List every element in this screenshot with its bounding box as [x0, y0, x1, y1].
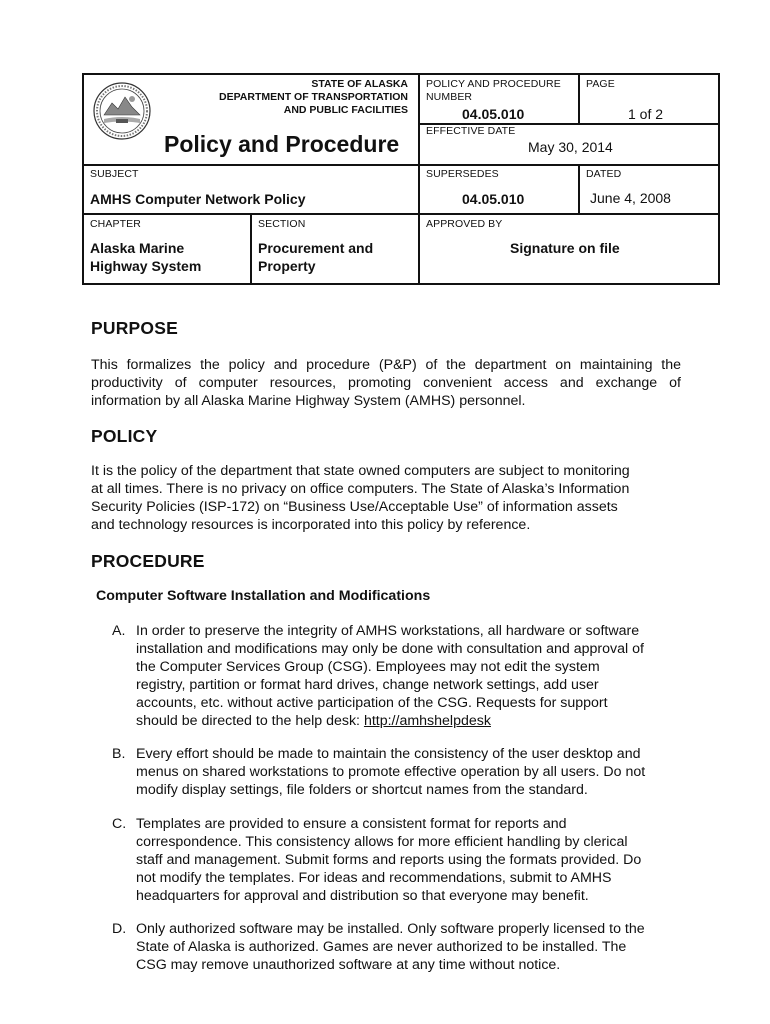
divider [578, 75, 580, 125]
purpose-heading: PURPOSE [91, 318, 178, 338]
policy-number-label [426, 78, 561, 104]
dated-label: DATED [586, 168, 622, 180]
divider [84, 164, 718, 166]
divider [250, 215, 252, 283]
subject-value: AMHS Computer Network Policy [90, 191, 306, 207]
procedure-subheading: Computer Software Installation and Modifications [96, 588, 431, 604]
agency-line: STATE OF ALASKA [311, 78, 408, 90]
text-line: modify display settings, file folders or shortcut names from the standard. [136, 782, 588, 798]
chapter-line: Highway System [90, 258, 202, 274]
policy-header-table [82, 73, 720, 285]
agency-name [184, 78, 408, 117]
text-line [136, 712, 684, 730]
approved-by-label: APPROVED BY [426, 218, 503, 230]
text-line: CSG may remove unauthorized software at any time without notice. [136, 957, 561, 973]
chapter-label: CHAPTER [90, 218, 141, 230]
document-type-title: Policy and Procedure [164, 131, 400, 157]
subject-label: SUBJECT [90, 168, 139, 180]
list-item-text [136, 745, 684, 799]
policy-line: and technology resources is incorporated into this policy by reference. [91, 517, 531, 533]
policy-line: Security Policies (ISP-172) on “Business Use/Acceptable Use” of information assets [91, 499, 618, 515]
text-line: not modify the templates. For ideas and recommendations, submit to AMHS [136, 870, 612, 886]
list-item-text [136, 815, 684, 905]
label-line: NUMBER [426, 91, 473, 103]
text-line: Every effort should be made to maintain the consistency of the user desktop and [136, 746, 641, 762]
section-value [258, 239, 373, 275]
chapter-value [90, 239, 201, 275]
supersedes-label: SUPERSEDES [426, 168, 499, 180]
text-line: accounts, etc. without active participation of the CSG. Requests for support [136, 695, 608, 711]
list-marker: A. [112, 623, 126, 639]
text-line: installation and modifications may only be done with consultation and approval of [136, 641, 644, 657]
effective-date-value: May 30, 2014 [528, 139, 613, 155]
list-marker: B. [112, 746, 126, 762]
divider [84, 213, 718, 215]
policy-number-value: 04.05.010 [462, 106, 525, 122]
divider [418, 75, 420, 283]
dated-value: June 4, 2008 [590, 190, 671, 206]
page-value: 1 of 2 [628, 106, 664, 122]
text-line: menus on shared workstations to promote effective operation by all users. Do not [136, 764, 646, 780]
text-fragment: should be directed to the help desk: [136, 713, 364, 729]
effective-date-label: EFFECTIVE DATE [426, 125, 516, 137]
procedure-heading: PROCEDURE [91, 551, 205, 571]
section-line: Procurement and [258, 240, 374, 256]
text-line: Templates are provided to ensure a consistent format for reports and [136, 816, 567, 832]
text-line: correspondence. This consistency allows for more efficient handling by clerical [136, 834, 628, 850]
text-line: Only authorized software may be installed. Only software properly licensed to the [136, 921, 645, 937]
policy-text [91, 462, 681, 534]
text-line: the Computer Services Group (CSG). Employees may not edit the system [136, 659, 600, 675]
list-marker: D. [112, 921, 127, 937]
section-label: SECTION [258, 218, 306, 230]
agency-line: DEPARTMENT OF TRANSPORTATION [219, 91, 408, 103]
text-line: State of Alaska is authorized. Games are never authorized to be installed. The [136, 939, 627, 955]
text-line: registry, partition or format hard drives, change network settings, add user [136, 677, 599, 693]
purpose-text: This formalizes the policy and procedure (P&P) of the department on maintaining the productivity of computer resources, promoting convenient access and exchange of information by all Alaska Marine Highway System (AMHS) personnel. [91, 357, 681, 409]
list-item-text [136, 622, 684, 730]
label-line: POLICY AND PROCEDURE [426, 78, 561, 90]
helpdesk-link[interactable]: http://amhshelpdesk [363, 713, 491, 729]
policy-heading: POLICY [91, 426, 158, 446]
text-line: In order to preserve the integrity of AMHS workstations, all hardware or software [136, 623, 640, 639]
chapter-line: Alaska Marine [90, 240, 185, 256]
state-seal-icon [92, 81, 152, 141]
policy-line: It is the policy of the department that state owned computers are subject to monitoring [91, 463, 630, 479]
page-label: PAGE [586, 78, 615, 90]
supersedes-value: 04.05.010 [462, 191, 525, 207]
agency-line: AND PUBLIC FACILITIES [283, 104, 408, 116]
text-line: headquarters for approval and distribution so that everyone may benefit. [136, 888, 589, 904]
list-marker: C. [112, 816, 127, 832]
text-line: staff and management. Submit forms and reports using the formats provided. Do [136, 852, 642, 868]
approved-by-value: Signature on file [510, 240, 620, 256]
policy-line: at all times. There is no privacy on office computers. The State of Alaska’s Information [91, 481, 630, 497]
divider [578, 166, 580, 215]
section-line: Property [258, 258, 316, 274]
list-item-text [136, 920, 684, 974]
